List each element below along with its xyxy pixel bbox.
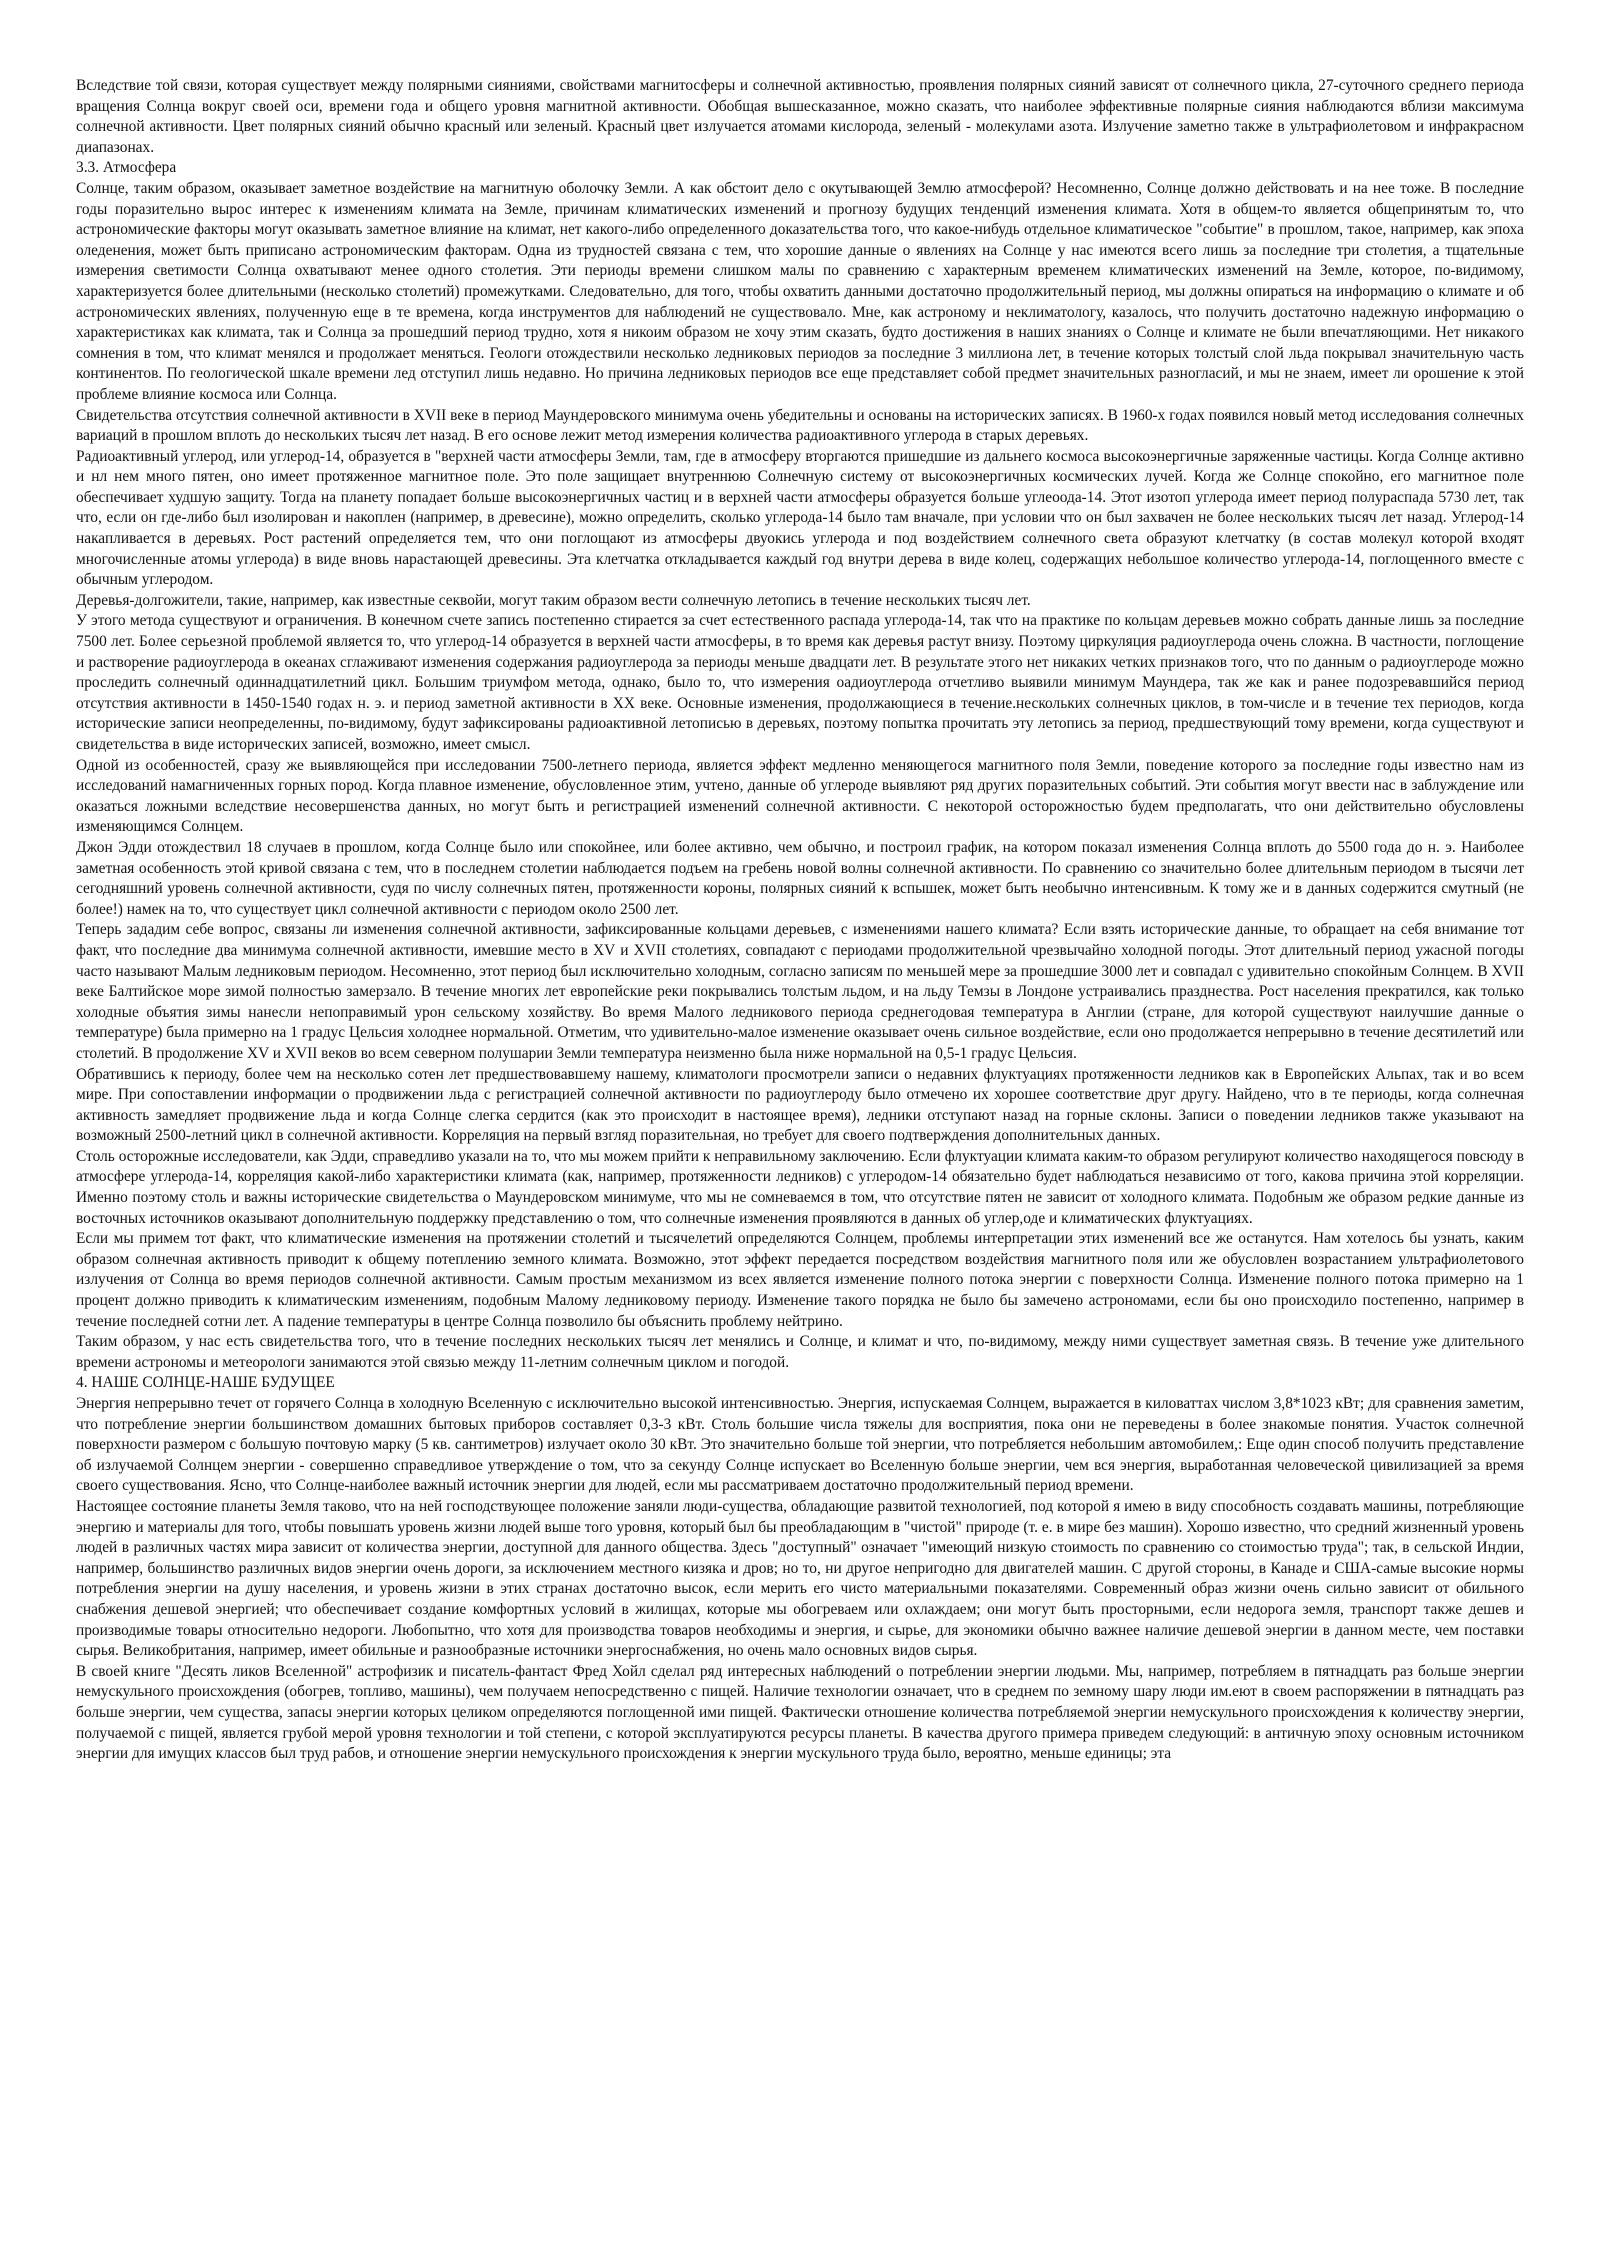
paragraph: Энергия непрерывно течет от горячего Солнца в холодную Вселенную с исключительно высокой интенсивностью. Энергия, испускаемая Солнцем, выражается в киловаттах числом 3,8*1023 кВт; для сравнения заметим, что потребление энергии большинством домашних бытовых приборов составляет 0,3-3 кВт. Столь большие числа тяжелы для восприятия, пока они не переведены в более знакомые понятия. Участок солнечной поверхности размером с большую почтовую марку (5 кв. сантиметров) излучает около 30 кВт. Это значительно больше той энергии, что потребляется небольшим автомобилем,: Еще один способ получить представление об излучаемой Солнцем энергии - совершенно справедливое утверждение о том, что за секунду Солнце испускает во Вселенную больше энергии, чем вся энергия, выработанная человеческой цивилизацией за время своего существования. Ясно, что Солнце-наиболее важный источник энергии для людей, если мы рассматриваем достаточно продолжительный период времени. [76,1395,1524,1495]
paragraph: Радиоактивный углерод, или углерод-14, образуется в "верхней части атмосферы Земли, там, где в атмосферу вторгаются пришедшие из дальнего космоса высокоэнергичные заряженные частицы. Когда Солнце активно и нл нем много пятен, оно имеет протяженное магнитное поле. Это поле защищает внутреннюю Солнечную систему от высокоэнергичных космических лучей. Когда же Солнце спокойно, его магнитное поле обеспечивает худшую защиту. Тогда на планету попадает больше высокоэнергичных частиц и в верхней части атмосферы образуется больше углеоода-14. Этот изотоп углерода имеет период полураспада 5730 лет, так что, если он где-либо был изолирован и накоплен (например, в древесине), можно определить, сколько углерода-14 было там вначале, при условии что он был захвачен не более нескольких тысяч лет назад. Углерод-14 накапливается в деревьях. Рост растений определяется тем, что они поглощают из атмосферы двуокись углерода и под воздействием солнечного света образуют клетчатку (в состав молекул которой входят многочисленные атомы углерода) в виде вновь нарастающей древесины. Эта клетчатка откладывается каждый год внутри дерева в виде колец, содержащих небольшое количество углерода-14, поглощенного вместе с обычным углеродом. [76,447,1524,589]
document-body [76,76,1524,1765]
section-heading: 3.3. Атмосфера [76,159,177,177]
paragraph: Настоящее состояние планеты Земля таково, что на ней господствующее положение заняли люди-существа, обладающие развитой технологией, под которой я имею в виду способность создавать машины, потребляющие энергию и материалы для того, чтобы повышать уровень жизни людей выше того уровня, который был бы преобладающим в "чистой" природе (т. е. в мире без машин). Хорошо известно, что средний жизненный уровень людей в различных частях мира зависит от количества энергии, доступной для данного общества. Здесь "доступный" означает "имеющий низкую стоимость по сравнению со стоимостью труда"; так, в сельской Индии, например, большинство различных видов энергии очень дороги, за исключением местного кизяка и дров; но то, ни другое непригодно для двигателей машин. С другой стороны, в Канаде и США-самые высокие нормы потребления энергии на душу населения, и уровень жизни в этих странах достаточно высок, если мерить его чисто материальными показателями. Современный образ жизни очень сильно зависит от обильного снабжения дешевой энергией; что обеспечивает создание комфортных условий в жилищах, которые мы обогреваем или охлаждаем; они могут быть просторными, если недорога земля, транспорт также дешев и производимые товары относительно недороги. Любопытно, что хотя для производства товаров необходимы и энергия, и сырье, для экономики обычно важнее наличие дешевой энергии в данном месте, чем поставки сырья. Великобритания, например, имеет обильные и разнообразные источники энергоснабжения, но очень мало основных видов сырья. [76,1497,1524,1660]
paragraph: Таким образом, у нас есть свидетельства того, что в течение последних нескольких тысяч лет менялись и Солнце, и климат и что, по-видимому, между ними существует заметная связь. В течение уже длительного времени астрономы и метеорологи занимаются этой связью между 11-летним солнечным циклом и погодой. [76,1333,1524,1371]
paragraph: Свидетельства отсутствия солнечной активности в XVII веке в период Маундеровского минимума очень убедительны и основаны на исторических записях. В 1960-х годах появился новый метод исследования солнечных вариаций в прошлом вплоть до нескольких тысяч лет назад. В его основе лежит метод измерения количества радиоактивного углерода в старых деревьях. [76,406,1524,445]
paragraph: Если мы примем тот факт, что климатические изменения на протяжении столетий и тысячелетий определяются Солнцем, проблемы интерпретации этих изменений все же останутся. Нам хотелось бы узнать, каким образом солнечная активность приводит к общему потеплению земного климата. Возможно, этот эффект передается посредством воздействия магнитного поля или же обусловлен возрастанием ультрафиолетового излучения от Солнца во время периодов солнечной активности. Самым простым механизмом из всех является изменение полного потока энергии с поверхности Солнца. Изменение полного потока примерно на 1 процент должно приводить к климатическим изменениям, подобным Малому ледниковому периоду. Изменение такого порядка не было бы замечено астрономами, если бы оно происходило постепенно, например в течение последней сотни лет. А падение температуры в центре Солнца позволило бы объяснить проблему нейтрино. [76,1230,1524,1330]
paragraph: Деревья-долгожители, такие, например, как известные секвойи, могут таким образом вести солнечную летопись в течение нескольких тысяч лет. [76,591,1031,609]
paragraph: В своей книге "Десять ликов Вселенной" астрофизик и писатель-фантаст Фред Хойл сделал ряд интересных наблюдений о потреблении энергии людьми. Мы, например, потребляем в пятнадцать раз больше энергии немускульного происхождения (обогрев, топливо, машины), чем получаем непосредственно с пищей. Наличие технологии означает, что в среднем по земному шару люди им.еют в своем распоряжении в пятнадцать раз больше энергии, чем существа, запасы энергии которых целиком определяются поглощенной ими пищей. Фактически отношение количества потребляемой энергии немускульного происхождения к количеству энергии, получаемой с пищей, является грубой мерой уровня технологии и той степени, с которой эксплуатируются ресурсы планеты. В качества другого примера приведем следующий: в античную эпоху основным источником энергии для имущих классов был труд рабов, и отношение энергии немускульного происхождения к энергии мускульного труда было, вероятно, меньше единицы; эта [76,1662,1524,1763]
paragraph: У этого метода существуют и ограничения. В конечном счете запись постепенно стирается за счет естественного распада углерода-14, так что на практике по кольцам деревьев можно собрать данные лишь за последние 7500 лет. Более серьезной проблемой является то, что углерод-14 образуется в верхней части атмосферы, в то время как деревья растут внизу. Поэтому циркуляция радиоуглерода очень сложна. В частности, поглощение и растворение радиоуглерода в океанах сглаживают изменения содержания радиоуглерода за периоды меньше двадцати лет. В результате этого нет никаких четких признаков того, что по данным о радиоуглероде можно проследить солнечный одиннадцатилетний цикл. Большим триумфом метода, однако, было то, что измерения оадиоуглерода отчетливо выявили минимум Маундера, так же как и ранее подозревавшийся период отсутствия активности в 1450-1540 годах н. э. и период заметной активности в XX веке. Основные изменения, продолжающиеся в течение.нескольких солнечных циклов, в том-числе и в течение тех периодов, когда исторические записи неопределенны, по-видимому, будут зафиксированы радиоактивной летописью в деревьях, поэтому попытка прочитать эту летопись за период, предшествующий тому времени, когда существуют и свидетельства в виде исторических записей, возможно, имеет смысл. [76,612,1524,753]
section-heading: 4. НАШЕ СОЛНЦЕ-НАШЕ БУДУЩЕЕ [76,1374,335,1392]
paragraph: Солнце, таким образом, оказывает заметное воздействие на магнитную оболочку Земли. А как обстоит дело с окутывающей Землю атмосферой? Несомненно, Солнце должно действовать и на нее тоже. В последние годы поразительно вырос интерес к изменениям климата на Земле, причинам климатических изменений и прогнозу будущих тенденций изменения климата. Хотя в общем-то является общепринятым то, что астрономические факторы могут оказывать заметное влияние на климат, нет какого-либо определенного доказательства того, что какое-нибудь отдельное климатическое "событие" в прошлом, такое, например, как эпоха оледенения, может быть приписано астрономическим факторам. Одна из трудностей связана с тем, что хорошие данные о явлениях на Солнце у нас имеются всего лишь за последние три столетия, а тщательные измерения светимости Солнца охватывают менее одного столетия. Эти периоды времени слишком малы по сравнению с характерным временем климатических изменений на Земле, которое, по-видимому, характеризуется более длительными (несколько столетий) промежутками. Следовательно, для того, чтобы охватить данными достаточно продолжительный период, мы должны опираться на информацию о климате и об астрономических явлениях, полученную еще в те времена, когда инструментов для наблюдений не существовало. Мне, как астроному и неклиматологу, казалось, что получить достаточно надежную информацию о характеристиках как климата, так и Солнца за прошедший период трудно, хотя я никоим образом не хочу этим сказать, будто достижения в наших знаниях о Солнце и климате не были впечатляющими. Нет никакого сомнения в том, что климат менялся и продолжает меняться. Геологи отождествили несколько ледниковых периодов за последние 3 миллиона лет, в течение которых толстый слой льда покрывал значительную часть континентов. По геологической шкале времени лед отступил лишь недавно. Но причина ледниковых периодов все еще представляет собой предмет значительных разногласий, и мы не знаем, имеет ли орошение к этой проблеме влияние космоса или Солнца. [76,179,1524,403]
paragraph: Вследствие той связи, которая существует между полярными сияниями, свойствами магнитосферы и солнечной активностью, проявления полярных сияний зависят от солнечного цикла, 27-суточного среднего периода вращения Солнца вокруг своей оси, времени года и общего уровня магнитной активности. Обобщая вышесказанное, можно сказать, что наиболее эффективные полярные сияния наблюдаются вблизи максимума солнечной активности. Цвет полярных сияний обычно красный или зеленый. Красный цвет излучается атомами кислорода, зеленый - молекулами азота. Излучение заметно также в ультрафиолетовом и инфракрасном диапазонах. [76,77,1524,156]
paragraph: Обратившись к периоду, более чем на несколько сотен лет предшествовавшему нашему, климатологи просмотрели записи о недавних флуктуациях протяженности ледников как в Европейских Альпах, так и во всем мире. При сопоставлении информации о продвижении льда с регистрацией солнечной активности по радиоуглероду было отмечено их хорошее соответствие друг другу. Найдено, что в те периоды, когда солнечная активность замедляет продвижение льда и когда Солнце слегка сердится (как это происходит в настоящее время), ледники отступают назад на горные склоны. Записи о поведении ледников также указывают на возможный 2500-летний цикл в солнечной активности. Корреляция на первый взгляд поразительная, но требует для своего подтверждения дополнительных данных. [76,1065,1524,1145]
paragraph: Столь осторожные исследователи, как Эдди, справедливо указали на то, что мы можем прийти к неправильному заключению. Если флуктуации климата каким-то образом регулируют количество находящегося повсюду в атмосфере углерода-14, корреляция какой-либо характеристики климата (как, например, протяженности ледников) с углеродом-14 обязательно будет наблюдаться независимо от того, какова причина этой корреляции. Именно поэтому столь и важны исторические свидетельства о Маундеровском минимуме, что мы не сомневаемся в том, что отсутствие пятен не зависит от холодного климата. Подобным же образом редкие данные из восточных источников оказывают дополнительную поддержку представлению о том, что солнечные изменения проявляются в данных об углер,оде и климатических флуктуациях. [76,1147,1524,1227]
paragraph: Джон Эдди отождествил 18 случаев в прошлом, когда Солнце было или спокойнее, или более активно, чем обычно, и построил график, на котором показал изменения Солнца вплоть до 5500 года до н. э. Наиболее заметная особенность этой кривой связана с тем, что в последнем столетии наблюдается подъем на гребень новой волны солнечной активности. По сравнению со значительно более длительным периодом в тысячи лет сегодняшний уровень солнечной активности, судя по числу солнечных пятен, протяженности короны, полярных сияний к вспышек, может быть необычно интенсивным. К тому же и в данных содержится смутный (не более!) намек на то, что существует цикл солнечной активности с периодом около 2500 лет. [76,838,1524,918]
paragraph: Одной из особенностей, сразу же выявляющейся при исследовании 7500-летнего периода, является эффект медленно меняющегося магнитного поля Земли, поведение которого за последние годы известно нам из исследований намагниченных горных пород. Когда плавное изменение, обусловленное этим, учтено, данные об углероде выявляют ряд других поразительных событий. Эти события могут ввести нас в заблуждение или оказаться ложными вследствие несовершенства данных, но могут быть и регистрацией изменений солнечной активности. С некоторой осторожностью будем предполагать, что они действительно обусловлены изменяющимся Солнцем. [76,756,1524,836]
paragraph: Теперь зададим себе вопрос, связаны ли изменения солнечной активности, зафиксированные кольцами деревьев, с изменениями нашего климата? Если взять исторические данные, то обращает на себя внимание тот факт, что последние два минимума солнечной активности, имевшие место в XV и XVII столетиях, совпадают с периодами продолжительной чрезвычайно холодной погоды. Этот длительный период ужасной погоды часто называют Малым ледниковым периодом. Несомненно, этот период был исключительно холодным, согласно записям по меньшей мере за прошедшие 3000 лет и совпадал с удивительно спокойным Солнцем. В XVII веке Балтийское море зимой полностью замерзало. В течение многих лет европейские реки покрывались толстым льдом, и на льду Темзы в Лондоне устраивались празднества. Рост населения прекратился, как только холодные объятия зимы нанесли непоправимый урон сельскому хозяйству. Во время Малого ледникового периода среднегодовая температура в Англии (стране, для которой существуют наилучшие данные о температуре) была примерно на 1 градус Цельсия холоднее нормальной. Отметим, что удивительно-малое изменение оказывает очень сильное воздействие, если оно продолжается непрерывно в течение десятилетий или столетий. В продолжение XV и XVII веков во всем северном полушарии Земли температура неизменно была ниже нормальной на 0,5-1 градус Цельсия. [76,921,1524,1062]
